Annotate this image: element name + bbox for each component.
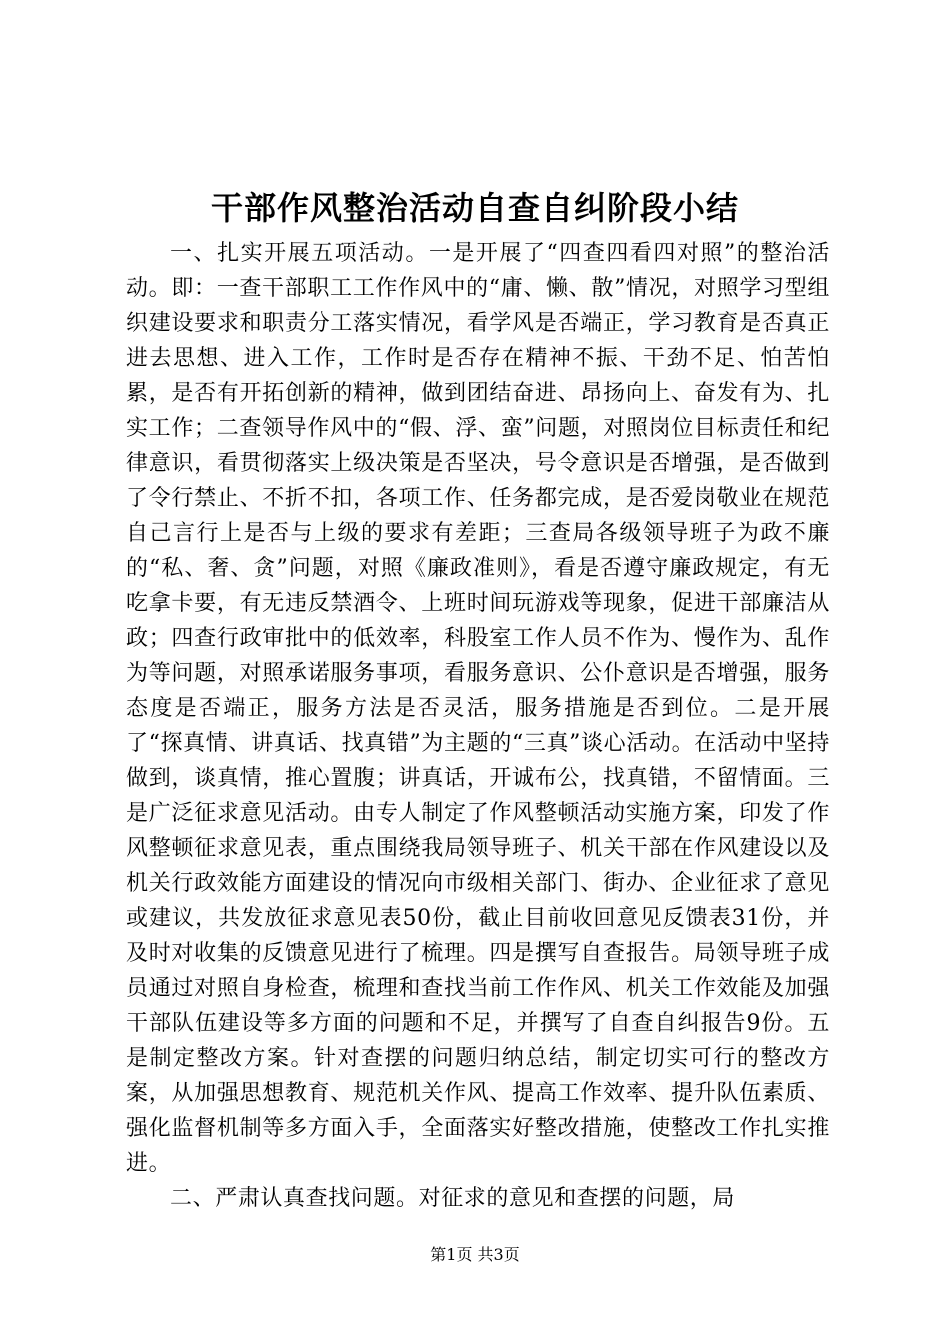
paragraph-1: 一、扎实开展五项活动。一是开展了“四查四看四对照”的整治活动。即：一查干部职工工作作风中的“庸、懒、散”情况，对照学习型组织建设要求和职责分工落实情况，看学风是否端正，学习教育是否真正进去思想、进入工作，工作时是否存在精神不振、干劲不足、怕苦怕累，是否有开拓创新的精神，做到团结奋进、昂扬向上、奋发有为、扎实工作；二查领导作风中的“假、浮、蛮”问题，对照岗位目标责任和纪律意识，看贯彻落实上级决策是否坚决，号令意识是否增强，是否做到了令行禁止、不折不扣，各项工作、任务都完成，是否爱岗敬业在规范自己言行上是否与上级的要求有差距；三查局各级领导班子为政不廉的“私、奢、贪”问题，对照《廉政准则》，看是否遵守廉政规定，有无吃拿卡要，有无违反禁酒令、上班时间玩游戏等现象，促进干部廉洁从政；四查行政审批中的低效率，科股室工作人员不作为、慢作为、乱作为等问题，对照承诺服务事项，看服务意识、公仆意识是否增强，服务态度是否端正，服务方法是否灵活，服务措施是否到位。二是开展了“探真情、讲真话、找真错”为主题的“三真”谈心活动。在活动中坚持做到，谈真情，推心置腹；讲真话，开诚布公，找真错，不留情面。三是广泛征求意见活动。由专人制定了作风整顿活动实施方案，印发了作风整顿征求意见表，重点围绕我局领导班子、机关干部在作风建设以及机关行政效能方面建设的情况向市级相关部门、街办、企业征求了意见或建议，共发放征求意见表50份，截止目前收回意见反馈表31份，并及时对收集的反馈意见进行了梳理。四是撰写自查报告。局领导班子成员通过对照自身检查，梳理和查找当前工作作风、机关工作效能及加强干部队伍建设等多方面的问题和不足，并撰写了自查自纠报告9份。五是制定整改方案。针对查摆的问题归纳总结，制定切实可行的整改方案，从加强思想教育、规范机关作风、提高工作效率、提升队伍素质、强化监督机制等多方面入手，全面落实好整改措施，使整改工作扎实推进。 xyxy=(126,241,830,1176)
page-number-footer: 第1页 共3页 xyxy=(430,1245,520,1264)
document-title: 干部作风整治活动自查自纠阶段小结 xyxy=(210,189,739,227)
paragraph-2: 二、严肃认真查找问题。对征求的意见和查摆的问题，局 xyxy=(170,1186,736,1211)
document-body xyxy=(126,236,830,1216)
